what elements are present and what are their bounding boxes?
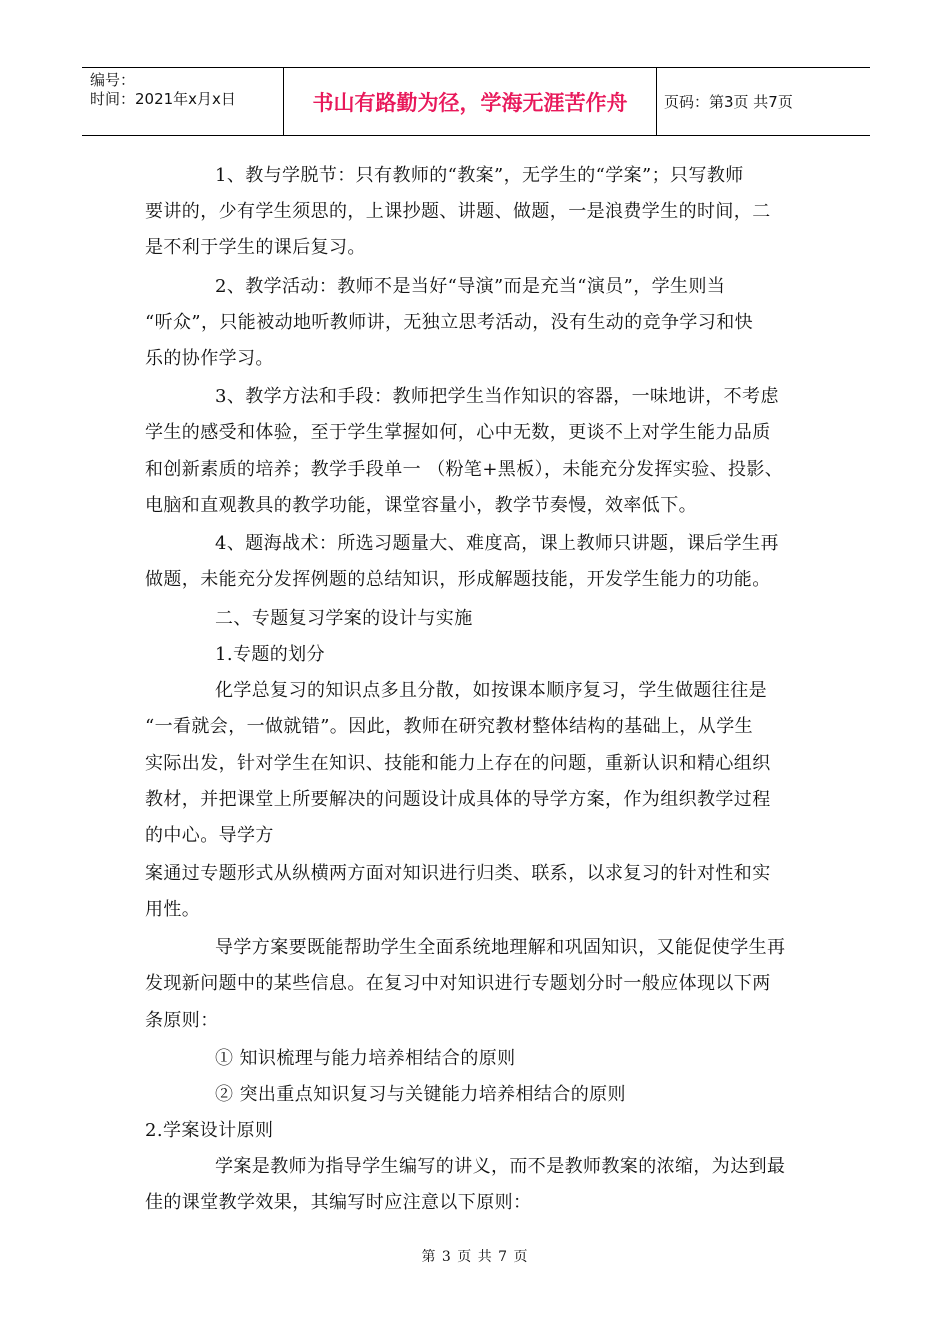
body-line: 实际出发，针对学生在知识、技能和能力上存在的问题，重新认识和精心组织 xyxy=(145,753,771,774)
body-line: 条原则： xyxy=(145,1010,219,1031)
body-line: 做题，未能充分发挥例题的总结知识，形成解题技能，开发学生能力的功能。 xyxy=(145,569,771,590)
body-line: 和创新素质的培养；教学手段单一 （粉笔+黑板），未能充分发挥实验、投影、 xyxy=(145,459,784,480)
body-line: 4、题海战术：所选习题量大、难度高，课上教师只讲题，课后学生再 xyxy=(215,533,779,554)
body-line: 教材，并把课堂上所要解决的问题设计成具体的导学方案，作为组织教学过程 xyxy=(145,789,771,810)
body-line: 2、教学活动：教师不是当好“导演”而是充当“演员”，学生则当 xyxy=(215,276,726,297)
body-line: “听众”，只能被动地听教师讲，无独立思考活动，没有生动的竞争学习和快 xyxy=(145,312,754,333)
page-footer: 第 3 页 共 7 页 xyxy=(421,1249,529,1265)
body-line: 学案是教师为指导学生编写的讲义，而不是教师教案的浓缩，为达到最 xyxy=(215,1156,786,1177)
body-line: 电脑和直观教具的教学功能，课堂容量小，教学节奏慢，效率低下。 xyxy=(145,495,697,516)
date-label: 时间：2021年x月x日 xyxy=(90,90,236,108)
header-motto: 书山有路勤为径，学海无涯苦作舟 xyxy=(283,68,657,135)
body-line: “一看就会，一做就错”。因此，教师在研究教材整体结构的基础上，从学生 xyxy=(145,716,754,737)
body-line: 1、教与学脱节：只有教师的“教案”，无学生的“学案”；只写教师 xyxy=(215,165,744,186)
page-header xyxy=(82,67,870,136)
header-meta xyxy=(82,68,282,135)
body-line: 要讲的，少有学生须思的，上课抄题、讲题、做题，一是浪费学生的时间，二 xyxy=(145,201,771,222)
body-line: 佳的课堂教学效果，其编写时应注意以下原则： xyxy=(145,1192,532,1213)
principle-item: ② 突出重点知识复习与关键能力培养相结合的原则 xyxy=(215,1084,626,1105)
body-line: 的中心。导学方 xyxy=(145,825,274,846)
body-line: 发现新问题中的某些信息。在复习中对知识进行专题划分时一般应体现以下两 xyxy=(145,973,771,994)
header-page-info: 页码：第3页 共7页 xyxy=(664,93,793,111)
number-label: 编号： xyxy=(90,71,136,89)
section-heading: 二、专题复习学案的设计与实施 xyxy=(215,608,473,629)
body-line: 用性。 xyxy=(145,899,201,920)
body-line: 3、教学方法和手段：教师把学生当作知识的容器，一味地讲，不考虑 xyxy=(215,386,779,407)
body-line: 学生的感受和体验，至于学生掌握如何，心中无数，更谈不上对学生能力品质 xyxy=(145,422,771,443)
subsection-heading: 2.学案设计原则 xyxy=(145,1120,274,1141)
body-line: 导学方案要既能帮助学生全面系统地理解和巩固知识，又能促使学生再 xyxy=(215,937,786,958)
body-line: 乐的协作学习。 xyxy=(145,348,274,369)
subsection-heading: 1.专题的划分 xyxy=(215,644,325,665)
body-line: 案通过专题形式从纵横两方面对知识进行归类、联系，以求复习的针对性和实 xyxy=(145,863,771,884)
body-line: 是不利于学生的课后复习。 xyxy=(145,237,366,258)
principle-item: ① 知识梳理与能力培养相结合的原则 xyxy=(215,1048,516,1069)
body-line: 化学总复习的知识点多且分散，如按课本顺序复习，学生做题往往是 xyxy=(215,680,767,701)
